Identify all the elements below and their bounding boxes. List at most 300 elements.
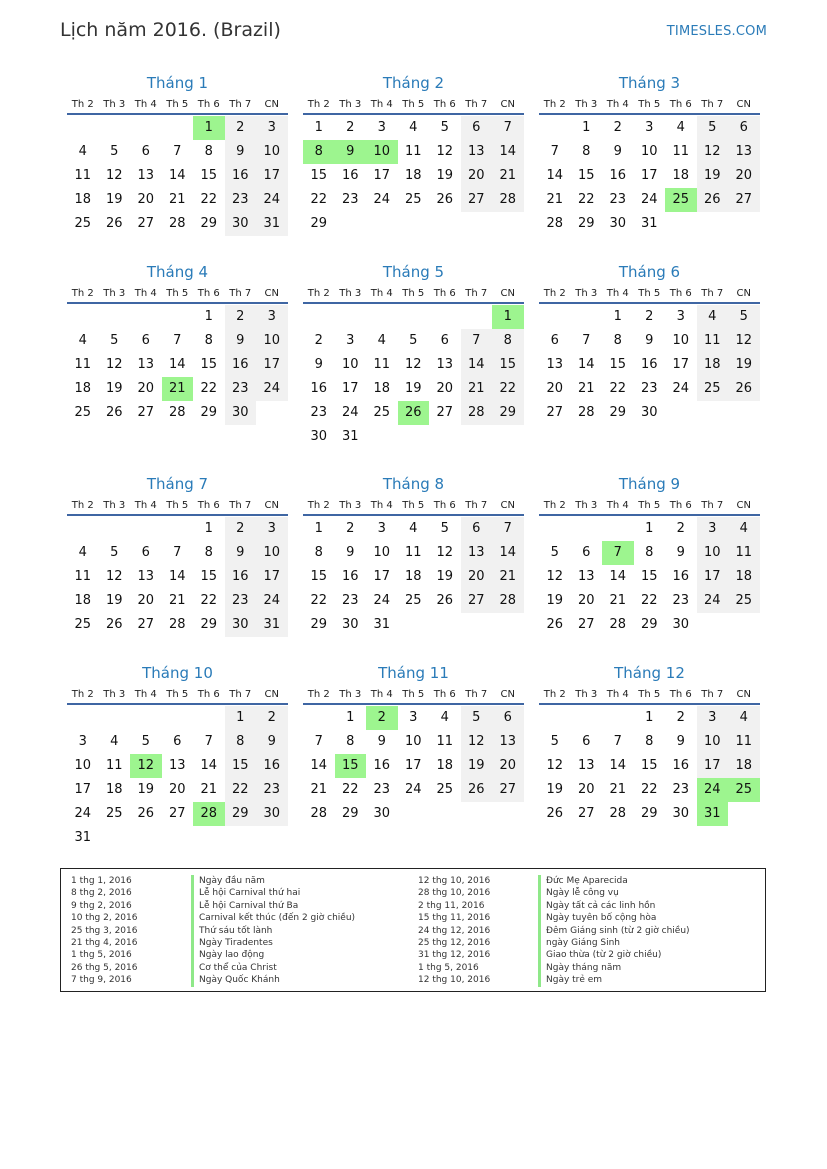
day-cell: 11 (74, 168, 92, 183)
weekend-day-cell: 21 (492, 565, 524, 589)
weekend-day-cell: 4 (728, 517, 760, 541)
empty-cell (162, 706, 194, 730)
weekend-day-cell: 22 (492, 377, 524, 401)
day-cell: 23 (672, 593, 690, 608)
legend-row (418, 900, 765, 912)
weekday-label: Th 6 (433, 689, 456, 700)
day-grid (67, 305, 288, 425)
weekend-day-cell: 5 (461, 706, 493, 730)
day-cell: 16 (310, 381, 328, 396)
legend-row (418, 887, 765, 899)
day-cell: 18 (436, 758, 454, 773)
day-cell: 3 (346, 333, 355, 348)
day-cell: 15 (200, 357, 218, 372)
empty-cell (162, 116, 194, 140)
holiday-day-cell: 1 (193, 116, 225, 140)
month-block (539, 73, 760, 236)
weekend-day-cell: 18 (728, 754, 760, 778)
weekend-day-cell: 23 (256, 778, 288, 802)
empty-cell (602, 517, 634, 541)
weekend-day-cell: 25 (728, 589, 760, 613)
weekday-label: Th 4 (370, 689, 393, 700)
day-cell: 31 (640, 216, 658, 231)
day-cell: 26 (436, 593, 454, 608)
weekend-day-cell: 13 (492, 730, 524, 754)
weekday-header (67, 688, 288, 705)
day-cell: 25 (74, 405, 92, 420)
holiday-date: 12 thg 10, 2016 (418, 975, 491, 986)
day-cell: 3 (377, 521, 386, 536)
day-cell: 10 (74, 758, 92, 773)
day-cell: 13 (577, 569, 595, 584)
month-block (539, 262, 760, 425)
day-cell: 14 (310, 758, 328, 773)
holiday-date: 9 thg 2, 2016 (71, 900, 132, 911)
holiday-name: Ngày tháng năm (538, 962, 621, 974)
weekday-label: Th 2 (71, 288, 94, 299)
weekday-label: Th 7 (701, 689, 724, 700)
day-cell: 9 (346, 545, 355, 560)
month-title: Tháng 12 (614, 664, 685, 682)
weekend-day-cell: 30 (256, 802, 288, 826)
weekday-label: Th 7 (465, 99, 488, 110)
weekday-label: Th 5 (402, 99, 425, 110)
weekend-day-cell: 3 (256, 517, 288, 541)
day-cell: 14 (168, 168, 186, 183)
day-cell: 6 (440, 333, 449, 348)
weekend-day-cell: 30 (225, 613, 257, 637)
holiday-name: Ngày đầu năm (191, 875, 265, 887)
empty-cell (571, 305, 603, 329)
day-cell: 7 (613, 734, 622, 749)
day-cell: 19 (546, 782, 564, 797)
day-cell: 8 (204, 144, 213, 159)
day-cell: 20 (137, 381, 155, 396)
day-cell: 19 (105, 192, 123, 207)
day-cell: 3 (409, 710, 418, 725)
holiday-day-cell: 2 (366, 706, 398, 730)
day-cell: 13 (436, 357, 454, 372)
weekend-day-cell: 11 (697, 329, 729, 353)
day-cell: 21 (577, 381, 595, 396)
weekend-day-cell: 16 (225, 164, 257, 188)
empty-cell (398, 305, 430, 329)
brand-link[interactable]: TIMESLES.COM (666, 24, 767, 39)
weekday-label: Th 3 (575, 288, 598, 299)
weekend-day-cell: 6 (492, 706, 524, 730)
weekend-day-cell: 7 (461, 329, 493, 353)
day-cell: 11 (436, 734, 454, 749)
day-cell: 31 (373, 617, 391, 632)
weekend-day-cell: 5 (697, 116, 729, 140)
weekday-label: Th 7 (229, 689, 252, 700)
day-cell: 1 (645, 521, 654, 536)
holiday-date: 26 thg 5, 2016 (71, 962, 138, 973)
holiday-name: Ngày tất cả các linh hồn (538, 900, 655, 912)
weekday-label: Th 3 (339, 689, 362, 700)
day-cell: 31 (74, 830, 92, 845)
weekday-label: Th 6 (433, 288, 456, 299)
weekday-label: Th 5 (166, 689, 189, 700)
day-cell: 21 (200, 782, 218, 797)
weekend-day-cell: 11 (728, 730, 760, 754)
weekend-day-cell: 3 (256, 305, 288, 329)
day-cell: 24 (74, 806, 92, 821)
weekday-label: CN (736, 288, 751, 299)
weekend-day-cell: 27 (728, 188, 760, 212)
weekday-label: Th 5 (638, 500, 661, 511)
day-cell: 27 (168, 806, 186, 821)
day-cell: 29 (200, 617, 218, 632)
holiday-day-cell: 31 (697, 802, 729, 826)
weekend-day-cell: 5 (728, 305, 760, 329)
day-cell: 25 (404, 192, 422, 207)
empty-cell (162, 305, 194, 329)
holiday-name: Ngày lễ công vụ (538, 887, 619, 899)
day-cell: 6 (141, 545, 150, 560)
weekend-day-cell: 31 (256, 212, 288, 236)
day-cell: 11 (373, 357, 391, 372)
weekend-day-cell: 9 (225, 541, 257, 565)
day-cell: 13 (137, 357, 155, 372)
holiday-date: 21 thg 4, 2016 (71, 937, 138, 948)
weekend-day-cell: 8 (225, 730, 257, 754)
day-cell: 17 (672, 357, 690, 372)
weekday-label: Th 7 (465, 288, 488, 299)
day-cell: 28 (546, 216, 564, 231)
holiday-day-cell: 8 (303, 140, 335, 164)
day-cell: 2 (676, 710, 685, 725)
day-cell: 22 (200, 192, 218, 207)
weekday-label: Th 4 (606, 99, 629, 110)
day-cell: 28 (609, 617, 627, 632)
month-title: Tháng 7 (146, 475, 209, 493)
day-cell: 9 (676, 734, 685, 749)
day-cell: 16 (672, 569, 690, 584)
weekday-label: Th 5 (166, 288, 189, 299)
holiday-day-cell: 12 (130, 754, 162, 778)
day-cell: 29 (640, 617, 658, 632)
weekend-day-cell: 17 (256, 353, 288, 377)
day-cell: 14 (577, 357, 595, 372)
empty-cell (67, 706, 99, 730)
day-cell: 1 (204, 521, 213, 536)
weekday-label: Th 6 (197, 500, 220, 511)
weekend-day-cell: 27 (492, 778, 524, 802)
day-cell: 4 (78, 333, 87, 348)
holiday-date: 12 thg 10, 2016 (418, 876, 491, 886)
day-cell: 21 (168, 192, 186, 207)
legend-row (71, 912, 418, 924)
day-cell: 17 (373, 168, 391, 183)
day-cell: 22 (640, 593, 658, 608)
day-cell: 18 (404, 569, 422, 584)
day-cell: 23 (341, 192, 359, 207)
day-cell: 16 (341, 168, 359, 183)
weekend-day-cell: 27 (461, 589, 493, 613)
legend-row (71, 900, 418, 912)
weekday-label: Th 6 (197, 288, 220, 299)
weekday-label: CN (736, 500, 751, 511)
weekday-label: Th 4 (134, 500, 157, 511)
day-cell: 13 (577, 758, 595, 773)
day-cell: 14 (200, 758, 218, 773)
day-grid (67, 116, 288, 236)
day-cell: 8 (613, 333, 622, 348)
day-cell: 2 (676, 521, 685, 536)
month-title: Tháng 9 (618, 475, 681, 493)
day-grid (539, 706, 760, 826)
page-title: Lịch năm 2016. (Brazil) (60, 19, 281, 41)
empty-cell (162, 517, 194, 541)
weekday-label: CN (500, 500, 515, 511)
day-cell: 24 (672, 381, 690, 396)
weekend-day-cell: 20 (492, 754, 524, 778)
weekend-day-cell: 17 (256, 164, 288, 188)
legend-column-left (71, 875, 418, 991)
day-cell: 22 (341, 782, 359, 797)
day-cell: 29 (609, 405, 627, 420)
weekend-day-cell: 10 (256, 140, 288, 164)
day-cell: 24 (640, 192, 658, 207)
weekend-day-cell: 17 (697, 565, 729, 589)
day-cell: 2 (346, 521, 355, 536)
month-title: Tháng 5 (382, 263, 445, 281)
day-cell: 19 (546, 593, 564, 608)
weekend-day-cell: 13 (461, 541, 493, 565)
day-cell: 15 (200, 168, 218, 183)
day-cell: 9 (314, 357, 323, 372)
day-cell: 18 (74, 381, 92, 396)
day-cell: 17 (341, 381, 359, 396)
day-cell: 30 (672, 617, 690, 632)
weekend-day-cell: 27 (461, 188, 493, 212)
day-cell: 19 (105, 593, 123, 608)
empty-cell (67, 116, 99, 140)
day-cell: 11 (404, 144, 422, 159)
day-grid (67, 517, 288, 637)
empty-cell (539, 305, 571, 329)
day-cell: 28 (168, 405, 186, 420)
day-cell: 14 (546, 168, 564, 183)
holiday-name: Lễ hội Carnival thứ hai (191, 887, 300, 899)
day-cell: 5 (110, 545, 119, 560)
weekday-label: Th 3 (575, 99, 598, 110)
legend-row (71, 937, 418, 949)
weekday-label: CN (264, 99, 279, 110)
month-title: Tháng 4 (146, 263, 209, 281)
day-cell: 6 (141, 144, 150, 159)
weekend-day-cell: 12 (728, 329, 760, 353)
weekend-day-cell: 20 (728, 164, 760, 188)
day-cell: 9 (613, 144, 622, 159)
weekday-label: Th 2 (71, 689, 94, 700)
day-cell: 17 (74, 782, 92, 797)
day-cell: 10 (341, 357, 359, 372)
month-block (67, 663, 288, 850)
holiday-name: Carnival kết thúc (đến 2 giờ chiều) (191, 912, 355, 924)
day-cell: 17 (373, 569, 391, 584)
weekend-day-cell: 30 (225, 401, 257, 425)
day-grid (67, 706, 288, 850)
weekend-day-cell: 20 (461, 164, 493, 188)
weekend-day-cell: 3 (697, 706, 729, 730)
month-title: Tháng 2 (382, 74, 445, 92)
day-cell: 12 (546, 569, 564, 584)
weekday-label: Th 5 (402, 689, 425, 700)
month-block (303, 474, 524, 637)
holiday-name: Ngày Tiradentes (191, 937, 273, 949)
weekend-day-cell: 1 (225, 706, 257, 730)
day-cell: 20 (577, 593, 595, 608)
empty-cell (67, 305, 99, 329)
legend-row (418, 875, 765, 887)
weekend-day-cell: 17 (697, 754, 729, 778)
weekend-day-cell: 10 (256, 329, 288, 353)
empty-cell (539, 706, 571, 730)
weekday-label: Th 3 (339, 500, 362, 511)
day-cell: 30 (609, 216, 627, 231)
weekend-day-cell: 2 (225, 517, 257, 541)
weekday-label: Th 3 (103, 99, 126, 110)
day-cell: 26 (137, 806, 155, 821)
weekday-label: CN (264, 689, 279, 700)
weekday-header (303, 287, 524, 304)
day-cell: 15 (640, 569, 658, 584)
empty-cell (130, 517, 162, 541)
day-cell: 5 (550, 545, 559, 560)
empty-cell (130, 305, 162, 329)
day-cell: 19 (436, 569, 454, 584)
day-cell: 3 (645, 120, 654, 135)
weekend-day-cell: 19 (461, 754, 493, 778)
weekend-day-cell: 14 (492, 541, 524, 565)
day-cell: 31 (341, 429, 359, 444)
day-grid (303, 305, 524, 449)
weekday-label: Th 4 (134, 99, 157, 110)
day-cell: 18 (105, 782, 123, 797)
weekend-day-cell: 8 (492, 329, 524, 353)
empty-cell (130, 706, 162, 730)
empty-cell (99, 517, 131, 541)
empty-cell (99, 305, 131, 329)
holiday-day-cell: 28 (193, 802, 225, 826)
weekend-day-cell: 28 (492, 188, 524, 212)
weekday-label: Th 3 (103, 288, 126, 299)
day-cell: 21 (609, 593, 627, 608)
day-cell: 3 (78, 734, 87, 749)
day-cell: 7 (173, 144, 182, 159)
day-cell: 11 (105, 758, 123, 773)
day-cell: 7 (314, 734, 323, 749)
weekend-day-cell: 25 (697, 377, 729, 401)
weekday-label: CN (736, 689, 751, 700)
day-cell: 27 (436, 405, 454, 420)
day-cell: 22 (310, 593, 328, 608)
day-cell: 13 (137, 569, 155, 584)
day-cell: 27 (546, 405, 564, 420)
month-block (67, 73, 288, 236)
weekend-day-cell: 14 (461, 353, 493, 377)
day-cell: 6 (141, 333, 150, 348)
weekday-label: CN (500, 99, 515, 110)
day-cell: 4 (78, 144, 87, 159)
day-cell: 4 (110, 734, 119, 749)
weekday-label: Th 2 (543, 500, 566, 511)
holiday-day-cell: 21 (162, 377, 194, 401)
weekend-day-cell: 6 (728, 116, 760, 140)
weekday-label: Th 2 (307, 99, 330, 110)
day-cell: 1 (204, 309, 213, 324)
day-grid (303, 706, 524, 826)
day-cell: 12 (105, 569, 123, 584)
day-cell: 27 (137, 617, 155, 632)
holiday-date: 10 thg 2, 2016 (71, 913, 138, 924)
holiday-date: 15 thg 11, 2016 (418, 913, 491, 924)
weekday-label: Th 4 (606, 689, 629, 700)
day-cell: 26 (546, 806, 564, 821)
day-cell: 8 (645, 734, 654, 749)
day-cell: 15 (609, 357, 627, 372)
legend-row (418, 949, 765, 961)
weekday-label: Th 3 (103, 689, 126, 700)
month-title: Tháng 1 (146, 74, 209, 92)
weekday-label: CN (500, 288, 515, 299)
weekend-day-cell: 6 (461, 517, 493, 541)
weekday-label: Th 4 (370, 288, 393, 299)
weekend-day-cell: 16 (225, 565, 257, 589)
weekend-day-cell: 13 (461, 140, 493, 164)
weekend-day-cell: 26 (697, 188, 729, 212)
day-cell: 22 (310, 192, 328, 207)
weekday-label: Th 5 (166, 500, 189, 511)
weekend-day-cell: 28 (461, 401, 493, 425)
weekday-header (67, 98, 288, 115)
day-cell: 15 (310, 569, 328, 584)
day-cell: 19 (404, 381, 422, 396)
weekday-label: Th 3 (339, 99, 362, 110)
weekday-label: Th 3 (575, 500, 598, 511)
day-cell: 9 (676, 545, 685, 560)
legend-row (418, 912, 765, 924)
day-cell: 5 (440, 120, 449, 135)
legend-row (418, 974, 765, 986)
weekday-label: CN (736, 99, 751, 110)
legend-column-right (418, 875, 765, 991)
holiday-date: 1 thg 5, 2016 (418, 962, 479, 973)
weekday-label: Th 4 (370, 99, 393, 110)
empty-cell (335, 305, 367, 329)
day-cell: 14 (168, 357, 186, 372)
weekday-label: Th 6 (669, 288, 692, 299)
weekday-label: Th 6 (433, 500, 456, 511)
holiday-day-cell: 25 (728, 778, 760, 802)
weekday-label: CN (264, 288, 279, 299)
day-cell: 25 (74, 617, 92, 632)
weekend-day-cell: 9 (225, 140, 257, 164)
day-cell: 12 (105, 168, 123, 183)
holiday-name: Ngày tuyên bố cộng hòa (538, 912, 656, 924)
month-block (303, 663, 524, 826)
weekend-day-cell: 16 (256, 754, 288, 778)
day-cell: 28 (168, 617, 186, 632)
day-cell: 2 (346, 120, 355, 135)
day-cell: 15 (640, 758, 658, 773)
day-cell: 1 (314, 521, 323, 536)
day-grid (539, 305, 760, 425)
day-cell: 19 (436, 168, 454, 183)
weekday-label: Th 6 (197, 99, 220, 110)
